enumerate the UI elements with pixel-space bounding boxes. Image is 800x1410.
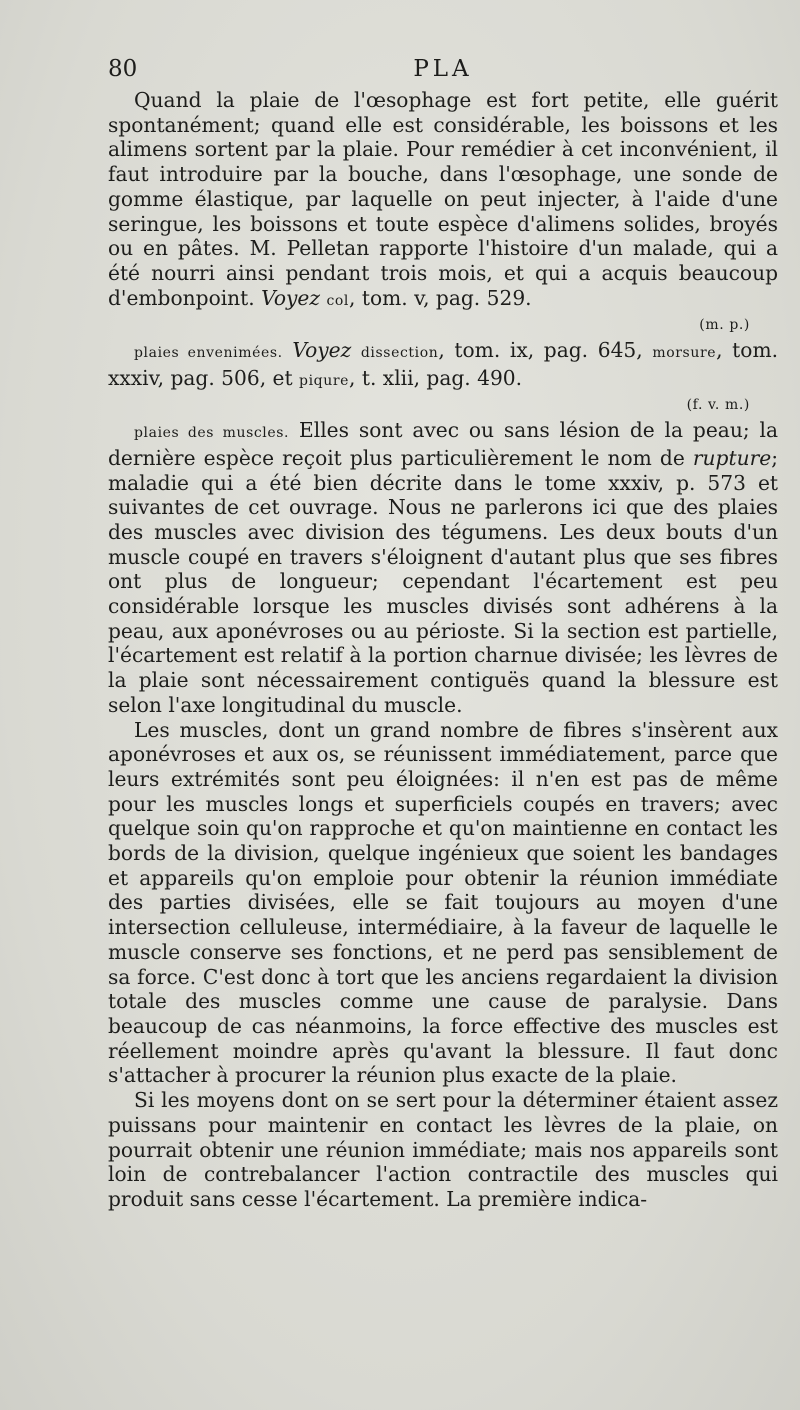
cross-ref-detail: , tom. xxxiv, pag. 506, et bbox=[108, 338, 779, 390]
cross-ref-detail: , t. xlii, pag. 490. bbox=[349, 365, 523, 390]
rupture-italic: rupture bbox=[692, 445, 772, 470]
entry-plaies-muscles bbox=[108, 418, 778, 717]
cross-ref-dissection: dissection bbox=[360, 345, 439, 362]
author-signature-mp: (m. p.) bbox=[699, 317, 750, 334]
paragraph-text: Quand la plaie de l'œsophage est fort petite, elle guérit spontanément; quand elle est considérable, les boissons et les alimens sortent par la plaie. Pour remédier à cet inconvénient, il faut introduire par la bouche, dans l'œsophage, une sonde de gomme élastique, par laquelle on peut injecter, à l'aide d'une seringue, les boissons et toute espèce d'alimens solides, broyés ou en pâtes. M. Pelletan rapporte l'histoire d'un malade, qui a été nourri ainsi pendant trois mois, et qui a acquis beaucoup d'embonpoint. bbox=[108, 88, 778, 310]
paragraph-text: ; maladie qui a été bien décrite dans le tome xxxiv, p. 573 et suivantes de cet ouvrage. Nous ne parlerons ici que des plaies des muscles avec division des tégumens. Les deux bouts d'un muscle coupé en travers s'éloignent d'autant plus que ses fibres ont plus de longueur; cependant l'écartement est peu considérable lorsque les muscles divisés sont adhérens à la peau, aux aponévroses ou au périoste. Si la section est partielle, l'écartement est relatif à la portion charnue divisée; les lèvres de la plaie sont nécessairement contiguës quand la blessure est selon l'axe longitudinal du muscle. bbox=[108, 445, 778, 717]
voyez-italic: Voyez bbox=[292, 338, 352, 363]
paragraph-moyens: Si les moyens dont on se sert pour la déterminer étaient assez puissans pour maintenir en contact les lèvres de la plaie, on pourrait obtenir une réunion immédiate; mais nos appareils sont loin de contrebalancer l'action contractile des muscles qui produit sans cesse l'écartement. La première indica- bbox=[108, 1088, 778, 1211]
paragraph-muscles-reunion: Les muscles, dont un grand nombre de fibres s'insèrent aux aponévroses et aux os, se réunissent immédiatement, parce que leurs extrémités sont peu éloignées: il n'en est pas de même pour les muscles longs et superficiels coupés en travers; avec quelque soin qu'on rapproche et qu'on maintienne en contact les bords de la division, quelque ingénieux que soient les bandages et appareils qu'on emploie pour obtenir la réunion immédiate des parties divisées, elle se fait toujours au moyen d'une intersection celluleuse, intermédiaire, à la faveur de laquelle le muscle conserve ses fonctions, et ne perd pas sensiblement de sa force. C'est donc à tort que les anciens regardaient la division totale des muscles comme une cause de paralysie. Dans beaucoup de cas néanmoins, la force effective des muscles est réellement moindre après qu'avant la blessure. Il faut donc s'attacher à procurer la réunion plus exacte de la plaie. bbox=[108, 717, 778, 1088]
page-number: 80 bbox=[108, 56, 138, 82]
page-header bbox=[108, 56, 778, 86]
page-body bbox=[108, 88, 778, 1212]
author-signature-fvm: (f. v. m.) bbox=[686, 397, 750, 414]
entry-plaies-envenimees bbox=[108, 338, 778, 393]
cross-ref-detail: , tom. v, pag. 529. bbox=[349, 285, 532, 310]
cross-ref-detail: , tom. ix, pag. 645, bbox=[438, 338, 643, 363]
paragraph-oesophage bbox=[108, 88, 778, 313]
cross-ref-morsure: morsure bbox=[652, 345, 717, 362]
entry-head: plaies des muscles. bbox=[134, 425, 290, 442]
cross-ref-col: col bbox=[326, 292, 349, 309]
cross-ref-piqure: piqure bbox=[299, 372, 350, 389]
running-head: PLA bbox=[413, 56, 473, 82]
paragraph-text: Elles sont avec ou sans lésion de la peau; la dernière espèce reçoit plus particulièrement le nom de bbox=[108, 418, 779, 470]
entry-head: plaies envenimées. bbox=[134, 345, 283, 362]
voyez-italic: Voyez bbox=[261, 285, 321, 310]
